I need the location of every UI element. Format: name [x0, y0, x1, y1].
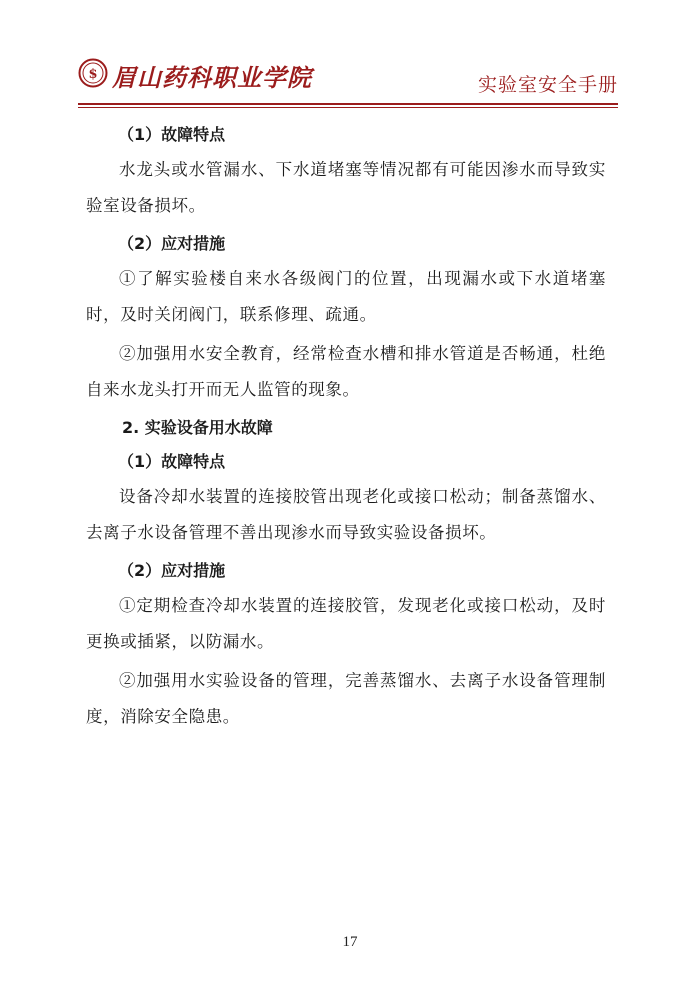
document-title: 实验室安全手册	[477, 74, 618, 96]
subheading-countermeasures: （2）应对措施	[118, 561, 226, 580]
paragraph: 设备冷却水装置的连接胶管出现老化或接口松动；制备蒸馏水、去离子水设备管理不善出现渗水而导致实验设备损坏。	[86, 487, 606, 542]
college-seal-icon	[78, 58, 108, 88]
paragraph: 水龙头或水管漏水、下水道堵塞等情况都有可能因渗水而导致实验室设备损坏。	[86, 160, 606, 215]
paragraph: ①定期检查冷却水装置的连接胶管，发现老化或接口松动，及时更换或插紧，以防漏水。	[86, 596, 606, 651]
subheading-countermeasures: （2）应对措施	[118, 234, 226, 253]
paragraph: ①了解实验楼自来水各级阀门的位置，出现漏水或下水道堵塞时，及时关闭阀门，联系修理、疏通。	[86, 269, 606, 324]
page-body	[86, 118, 606, 738]
subheading-fault-characteristics: （1）故障特点	[118, 125, 226, 144]
subheading-fault-characteristics: （1）故障特点	[118, 452, 226, 471]
paragraph: ②加强用水安全教育，经常检查水槽和排水管道是否畅通，杜绝自来水龙头打开而无人监管的现象。	[86, 344, 606, 399]
svg-text:$: $	[88, 67, 98, 82]
header-divider	[78, 103, 618, 105]
page-header	[78, 56, 618, 100]
header-divider-thin	[78, 107, 618, 108]
college-logo-text: 眉山药科职业学院	[112, 63, 312, 92]
paragraph: ②加强用水实验设备的管理，完善蒸馏水、去离子水设备管理制度，消除安全隐患。	[86, 671, 606, 726]
section-heading: 2. 实验设备用水故障	[122, 418, 273, 437]
page-number: 17	[342, 934, 358, 950]
